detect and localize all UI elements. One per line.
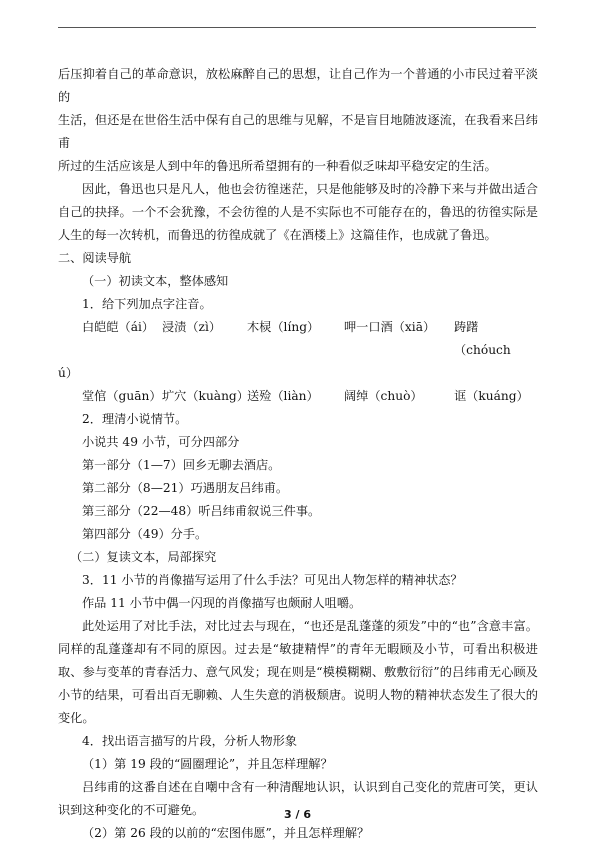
pinyin-row <box>58 385 538 408</box>
question: 4．找出语言描写的片段，分析人物形象 <box>82 734 297 748</box>
paragraph-line: 生活，但还是在世俗生活中保有自己的思维与见解，不是盲目地随波逐流，在我看来吕纬甫 <box>58 113 538 150</box>
sub-question: （2）第 26 段的以前的“宏图伟愿”，并且怎样理解？ <box>82 826 370 840</box>
page-number: 3 / 6 <box>284 808 311 821</box>
pinyin-item: 送殓（liàn） <box>247 389 319 403</box>
question: 1．给下列加点字注音。 <box>82 297 212 311</box>
paragraph-line: 后压抑着自己的革命意识，放松麻醉自己的思想，让自己作为一个普通的小市民过着平淡的 <box>58 67 538 104</box>
plot-part: 第四部分（49）分手。 <box>82 527 208 541</box>
section-heading: 二、阅读导航 <box>58 251 132 265</box>
plot-part: 第一部分（1—7）回乡无聊去酒店。 <box>82 458 281 472</box>
pinyin-item: 浸渍（zì） <box>162 320 222 334</box>
pinyin-item: 白皑皑（ái） <box>82 320 155 334</box>
question: 3．11 小节的肖像描写运用了什么手法？可见出人物怎样的精神状态？ <box>82 573 463 587</box>
header-rule <box>58 27 536 28</box>
pinyin-item: 圹穴（kuàng） <box>162 389 249 403</box>
question: 2．理清小说情节。 <box>82 412 188 426</box>
document-body <box>58 63 538 845</box>
pinyin-item: 呷一口酒（xiā） <box>344 320 436 334</box>
subsection-heading: （二）复读文本，局部探究 <box>70 550 217 564</box>
paragraph-line: 所过的生活应该是人到中年的鲁迅所希望拥有的一种看似乏味却平稳安定的生活。 <box>58 159 497 173</box>
pinyin-row <box>58 316 538 362</box>
sub-question: （1）第 19 段的“圆圈理论”，并且怎样理解？ <box>82 757 333 771</box>
pinyin-item: 木棂（líng） <box>247 320 320 334</box>
plot-summary: 小说共 49 小节，可分四部分 <box>82 435 240 449</box>
pinyin-item: 踌躇（chóuch <box>454 320 511 357</box>
plot-part: 第三部分（22—48）听吕纬甫叙说三件事。 <box>82 504 321 518</box>
plot-part: 第二部分（8—21）巧遇朋友吕纬甫。 <box>82 481 289 495</box>
pinyin-item: 诓（kuáng） <box>454 389 529 403</box>
paragraph: 因此，鲁迅也只是凡人，他也会彷徨迷茫，只是他能够及时的冷静下来与并做出适合自己的抉择。一个不会犹豫，不会彷徨的人是不实际也不可能存在的，鲁迅的彷徨实际是人生的每一次转机，而鲁迅的彷徨成就了《在酒楼上》这篇佳作，也成就了鲁迅。 <box>58 182 538 242</box>
answer-paragraph: 吕纬甫的这番自述在自嘲中含有一种清醒地认识，认识到自己变化的荒唐可笑，更认识到这种变化的不可避免。 <box>58 780 538 817</box>
pinyin-item: 阔绰（chuò） <box>344 389 423 403</box>
pinyin-wrap: ú） <box>58 366 79 380</box>
pinyin-item: 堂倌（guān） <box>82 389 162 403</box>
answer-paragraph: 此处运用了对比手法，对比过去与现在，“也还是乱蓬蓬的须发”中的“也”含意丰富。同样的乱蓬蓬却有不同的原因。过去是“敏捷精悍”的青年无暇顾及小节，可看出积极进取、参与变革的青春活力、意气风发；现在则是“模模糊糊、敷敷衍衍”的吕纬甫无心顾及小节的结果，可看出百无聊赖、人生失意的消极颓唐。说明人物的精神状态发生了很大的变化。 <box>58 619 538 725</box>
answer-line: 作品 11 小节中偶一闪现的肖像描写也颇耐人咀嚼。 <box>82 596 362 610</box>
subsection-heading: （一）初读文本，整体感知 <box>82 274 229 288</box>
